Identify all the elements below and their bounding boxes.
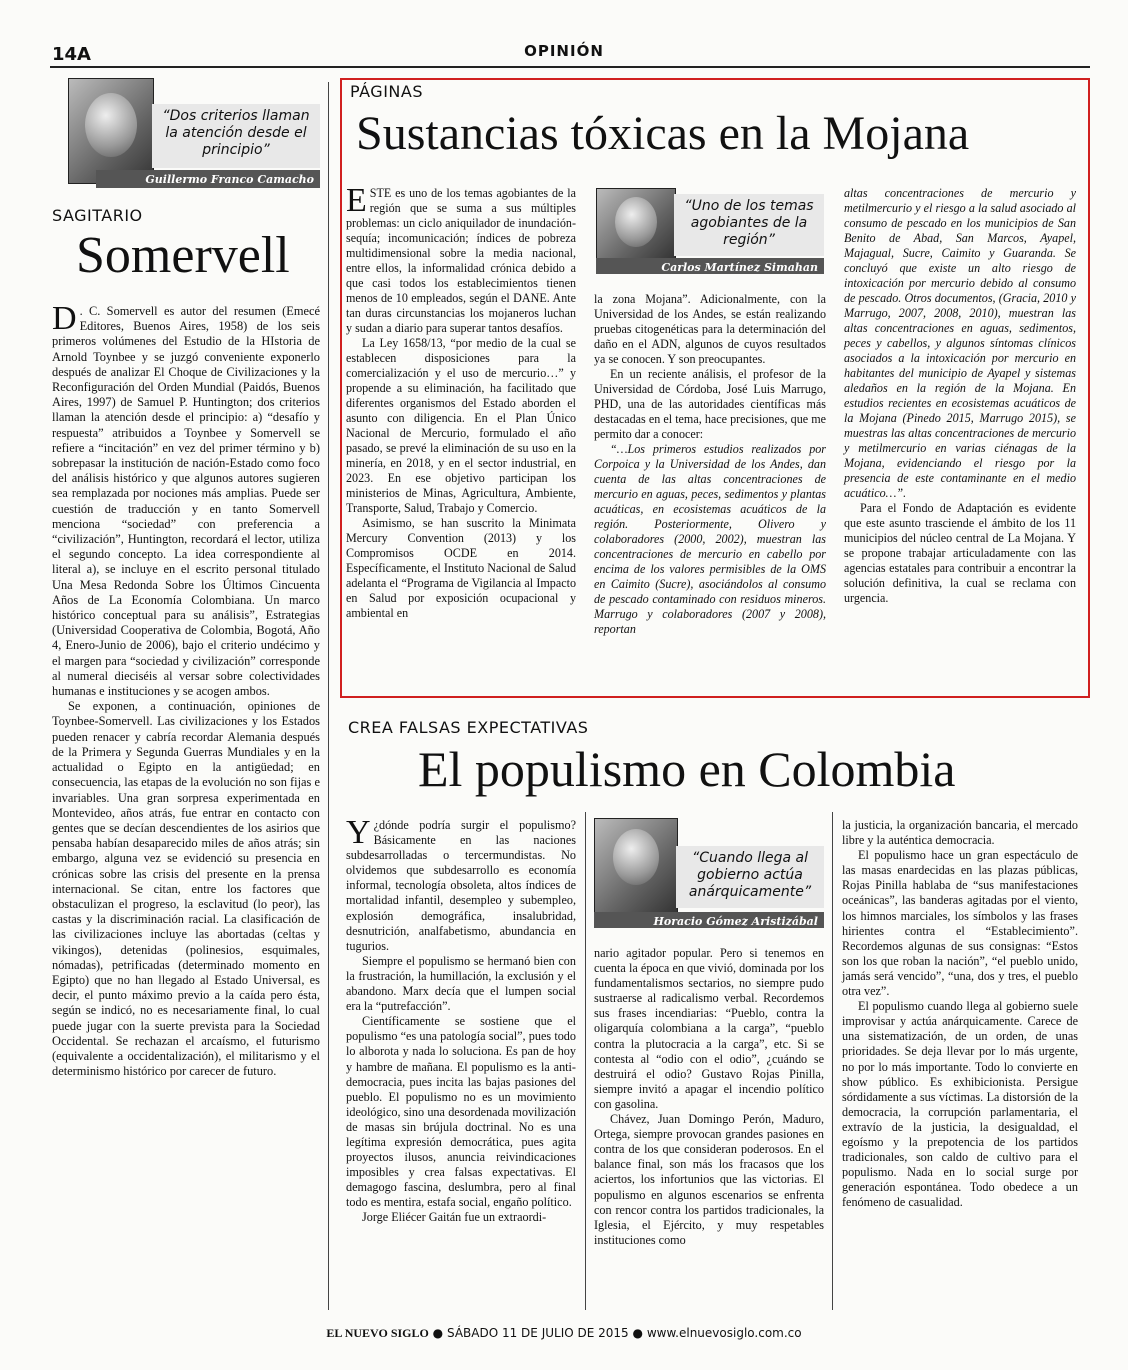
paragraph: Asimismo, se han suscrito la Minimata Mercury Convention (2013) y los Compromisos OCDE en 2014. Específicamente, el Instituto Nacional de Salud adelanta el “Programa de Vigilancia al Impacto en Salud por exposición ocupacional y ambiental en xyxy=(346,516,576,620)
article2-divider-2 xyxy=(832,812,833,1310)
byline-franco: Guillermo Franco Camacho xyxy=(96,170,320,188)
kicker-sagitario: SAGITARIO xyxy=(52,206,143,225)
pull-quote-franco: “Dos criterios llaman la atención desde el principio” xyxy=(152,104,320,168)
populismo-col1 xyxy=(346,814,576,1226)
kicker-crea-falsas: CREA FALSAS EXPECTATIVAS xyxy=(348,718,589,737)
paragraph: Jorge Eliécer Gaitán fue un extraordi- xyxy=(362,1210,547,1225)
headline-somervell: Somervell xyxy=(76,227,290,284)
paragraph: . C. Somervell es autor del resumen (Emecé Editores, Buenos Aires, 1958) de los seis primeros volúmenes del Estudio de la HIstoria de Arnold Toynbee y se juzgó conveniente exponerlo después de analizar El Choque de Civilizaciones y la Reconfiguración del Orden Mundial (Paidós, Buenos Aires, 1997) de Samuel P. Huntington; dos criterios llaman la atención desde el principio: a) “desafío y respuesta” atribuidos a Toynbee y Somervell se refiere a “incitación” en vez del primer término y b) sobrepasar la institución de nación-Estado como foco del análisis histórico y que algunos autores sugieren sea remplazada por nociones más amplias. Puede ser cuestión de traducción y en tanto Somervell menciona “sociedad” con preferencia a “civilización”, Huntington, recordará el lector, utiliza el segundo concepto. La idea correspondiente al literal a), se incluye en el escrito personal titulado Una Mesa Redonda Sobre los Últimos Cincuenta Años de La Economía Colombiana. Un marco histórico conceptual para su análisis”, Estrategias (Universidad Cooperativa de Colombia, Bogotá, Año 4, Enero-Junio de 2006), bajo el criterio undécimo y el margen para “sociedad y civilización” corresponde al numeral dieciséis al versar sobre colectividades humanas e instituciones y se acogen ambos. xyxy=(52,304,320,699)
byline-martinez: Carlos Martínez Simahan xyxy=(596,258,824,274)
paragraph: ¿dónde podría surgir el populismo? Básicamente en las naciones subdesarrolladas o tercermundistas. No olvidemos que subdesarrollo es economía informal, tecnología obsoleta, altos índices de mortalidad infantil, desempleo y subempleo, explosión demográfica, insalubridad, desnutrición, analfabetismo, abundancia en tugurios. xyxy=(346,818,576,953)
sustancias-col2 xyxy=(594,292,826,637)
sustancias-col3 xyxy=(844,186,1076,606)
drop-cap: Y xyxy=(346,814,371,851)
kicker-paginas: PÁGINAS xyxy=(350,82,423,101)
paragraph: Científicamente se sostiene que el populismo “es una patología social”, pues todo lo alborota y nada lo soluciona. Es pan de hoy y hambre de mañana. El populismo es la anti-democracia, pues incita las bajas pasiones del pueblo. El populismo no es un movimiento ideológico, sino una desordenada movilización de masas sin brújula doctrinal. No es una legítima expresión democrática, pues agita proyectos ilusos, anuncia reivindicaciones imposibles y crea falsas expectativas. El demagogo fascina, deslumbra, pero al final todo es mentira, estafa social, engaño político. xyxy=(346,1014,576,1210)
paragraph: Siempre el populismo se hermanó bien con la frustración, la humillación, la exclusión y el abandono. Marx decía que el lumpen social era la “putrefacción”. xyxy=(346,953,576,1014)
paragraph: la justicia, la organización bancaria, el mercado libre y la auténtica democracia. xyxy=(842,818,1078,848)
paragraph: nario agitador popular. Pero si tenemos en cuenta la época en que vivió, dominada por los fundamentalismos sectarios, no siempre pudo sustraerse al radicalismo verbal. Recordemos sus frases incendiarias: “Pueblo, contra la oligarquía colombiana a la carga”, “pueblo contra la plutocracia a la carga”, etc. Si se contesta al “odio con el odio”, ¿cuándo se destruirá el odio? Gustavo Rojas Pinilla, siempre invitó a apagar el incendio político con gasolina. xyxy=(594,946,824,1111)
paragraph: “…Los primeros estudios realizados por Corpoica y la Universidad de los Andes, dan cuenta de las altas concentraciones de mercurio en aguas, peces, sedimentos y plantas acuáticas, en ecosistemas acuáticos de la región. Posteriormente, Olivero y colaboradores (2000, 2002), muestran las concentraciones de mercurio en cabello por encima de los valores permisibles de la OMS en Caimito (Sucre), asociándolos al consumo de pescado contaminado con residuos mineros. Marrugo y colaboradores (2007 y 2008), reportan xyxy=(594,442,826,636)
paragraph: altas concentraciones de mercurio y metilmercurio y el riesgo a la salud asociado al consumo de pescado en los municipios de San Benito de Abad, San Marcos, Ayapel, Majagual, Sucre, Caimito y Guaranda. Se concluyó que existe un alto riesgo de intoxicación por mercurio debido al consumo de pescado. Otros documentos, (Gracia, 2010 y Marrugo, 2007, 2008, 2010), muestran las altas concentraciones en aguas, sedimentos, peces y cabellos, y algunos síntomas clínicos asociados a la intoxicación por mercurio en habitantes del municipio de Ayapel y sistemas aledaños en la región de la Mojana. En estudios recientes en ecosistemas acuáticos de la Mojana (Pinedo 2015, Marrugo 2015), se muestras las altas concentraciones de mercurio y metilmercurio en varias ciénagas de la Mojana, evidenciando el riesgo por la presencia de este contaminante en el medio acuático…”. xyxy=(844,186,1076,500)
paragraph: El populismo cuando llega al gobierno suele improvisar y actúa anárquicamente. Carece de una sistematización, de un orden, de unas prioridades. Se deja llevar por lo más urgente, no por lo más importante. Todo lo convierte en show público. Es exhibicionista. Persigue sórdidamente a sus víctimas. La distorsión de la democracia, la corrupción parlamentaria, el extravío de la justicia, la desigualdad, el egoísmo y la prepotencia de los partidos tradicionales, son caldo de cultivo para el populismo. Nada en lo social surge por generación espontánea. Todo obedece a un fenómeno de casualidad. xyxy=(842,999,1078,1210)
page-number: 14A xyxy=(52,44,91,65)
paragraph: STE es uno de los temas agobiantes de la región que se suma a sus múltiples problemas: un ciclo aniquilador de inundación-sequía; incomunicación; índices de pobreza multidimensional sobre la media nacional, entre ellos, la informalidad crónica debido a que casi todos los establecimientos tienen menos de 10 empleados, según el DANE. Ante tan duras circunstancias los mojaneros luchan y sudan a diario para superar tantos desafíos. xyxy=(346,186,576,335)
footer-bullet-icon: ● xyxy=(632,1326,643,1340)
author-photo-franco xyxy=(68,78,154,184)
byline-gomez: Horacio Gómez Aristizábal xyxy=(594,912,824,928)
pull-quote-martinez: “Uno de los temas agobiantes de la región” xyxy=(674,194,824,256)
footer-date: SÁBADO 11 DE JULIO DE 2015 xyxy=(446,1326,629,1340)
footer-url[interactable]: www.elnuevosiglo.com.co xyxy=(646,1326,802,1340)
footer-brand: EL NUEVO SIGLO xyxy=(326,1326,429,1340)
section-title: OPINIÓN xyxy=(524,42,604,60)
headline-sustancias: Sustancias tóxicas en la Mojana xyxy=(356,107,970,160)
left-column-divider xyxy=(328,82,329,1310)
drop-cap: D xyxy=(52,300,77,337)
pull-quote-gomez: “Cuando llega al gobierno actúa anárquicamente” xyxy=(676,846,824,908)
paragraph: Se exponen, a continuación, opiniones de Toynbee-Somervell. Las civilizaciones y los Estados pueden renacer y cabría recordar Alemania después de la Primera y Segunda Guerras Mundiales y en la actualidad o Egipto en la antigüedad; en consecuencia, las etapas de la evolución no son fijas e invariables. Una gran sorpresa experimentada en Montevideo, años atrás, fue entrar en contacto con gentes que se decían descendientes de los asirios que pensaba habían desaparecido miles de años atrás; sin embargo, alguna vez se evidenció su presencia en crónicas sobre las crisis del presente en la prensa internacional. Se citan, entre los factores que obstaculizan el progreso, la esclavitud (lo peor), las castas y la discriminación racial. La clasificación de las civilizaciones incluye las abortadas (celtas y vikingos), detenidas (polinesios, esquimales, nómadas), petrificadas (determinado momento en Egipto) que no han llegado al Estado Universal, es decir, el punto máximo previo a la caída pero ésta, según se indicó, no es necesariamente final, lo cual puede jugar con la suerte prevista para la Sociedad Occidental. Se rechazan el arcaísmo, el futurismo (equivalente a occidentalización), el militarismo y el determinismo histórico por carecer de futuro. xyxy=(52,699,320,1079)
populismo-col3 xyxy=(842,818,1078,1210)
top-rule xyxy=(50,66,1090,68)
paragraph: la zona Mojana”. Adicionalmente, con la Universidad de los Andes, se están realizando pruebas citogenéticas para la determinación del daño en el ADN, algunos de cuyos resultados ya se conocen. Y son preocupantes. xyxy=(594,292,826,366)
paragraph: La Ley 1658/13, “por medio de la cual se establecen disposiciones para la comercialización y el uso de mercurio…” y propende a su eliminación, ha facilitado que diferentes organismos del Estado aborden el asunto con diligencia. En el Plan Único Nacional de Mercurio, formulado el año pasado, se prevé la eliminación de su uso en la minería, en 2018, y en el sector industrial, en 2023. En ese objetivo participan los ministerios de Minas, Agricultura, Ambiente, Transporte, Salud, Trabajo y Comercio. xyxy=(346,336,576,515)
populismo-col2 xyxy=(594,946,824,1248)
sustancias-col1 xyxy=(346,182,576,621)
footer-bullet-icon: ● xyxy=(432,1326,444,1340)
paragraph: El populismo hace un gran espectáculo de las masas enardecidas en las plazas públicas, Rojas Pinilla hablaba de “sus manifestaciones oceánicas”, las banderas agitadas por el viento, los himnos marciales, los símbolos y las frases hirientes contra el “Establecimiento”. Recordemos algunas de sus consignas: “Estos son los que roban la nación”, “el pueblo unido, jamás será vencido”, “una, dos y tres, el pueblo otra vez”. xyxy=(842,848,1078,999)
headline-populismo: El populismo en Colombia xyxy=(418,741,956,797)
paragraph: En un reciente análisis, el profesor de la Universidad de Córdoba, José Luis Marrugo, PHD, una de las autoridades científicas más destacadas en el tema, hace precisiones, que me permito dar a conocer: xyxy=(594,367,826,441)
author-photo-gomez xyxy=(594,818,678,914)
paragraph: Para el Fondo de Adaptación es evidente que este asunto trasciende el ámbito de los 11 municipios del núcleo central de La Mojana. Y se propone trabajar articuladamente con las agencias estatales para contribuir a encontrar la solución definitiva, la cual se reclama con urgencia. xyxy=(844,501,1076,605)
page-footer xyxy=(0,1326,1128,1341)
drop-cap: E xyxy=(346,182,367,219)
somervell-body xyxy=(52,300,320,1079)
article2-divider-1 xyxy=(585,812,586,1310)
paragraph: Chávez, Juan Domingo Perón, Maduro, Ortega, siempre provocan grandes pasiones en contra de los que consideran poderosos. En el balance final, son más los fracasos que los aciertos, los infortunios que las victorias. El populismo en algunos escenarios se enfrenta con rencor contra los partidos tradicionales, la Iglesia, el Ejército, y muy respetables instituciones como xyxy=(594,1112,824,1247)
author-photo-martinez xyxy=(596,188,676,260)
